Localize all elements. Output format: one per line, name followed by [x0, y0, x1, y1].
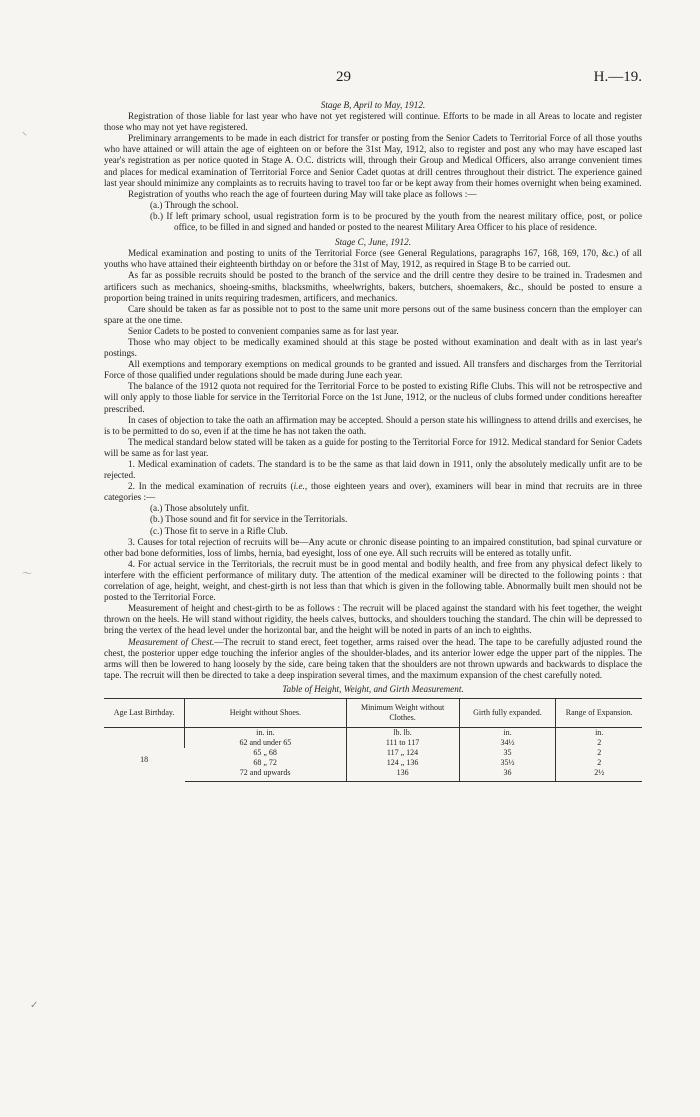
table-cell: 34½: [459, 738, 556, 748]
stage-b-heading: Stage B, April to May, 1912.: [320, 100, 426, 110]
table-cell: 65 „ 68: [253, 747, 277, 757]
column-header: Range of Expansion.: [556, 698, 642, 727]
unit-label: in.: [459, 727, 556, 738]
text-run-italic: Measurement of Chest.: [128, 636, 215, 647]
list-item: (a.) Those absolutely unfit.: [150, 503, 250, 514]
list-item: (b.) Those sound and fit for service in the Territorials.: [150, 514, 348, 525]
paragraph: Registration of youths who reach the age of fourteen during May will take place as follows :—: [128, 188, 477, 199]
table-row: [104, 758, 642, 768]
table-cell: 117 „ 124: [346, 748, 459, 758]
paragraph: In cases of objection to take the oath an affirmation may be accepted. Should a person state his willingness to attend drills and exercises, he is to be permitted to do so, even if at the time he has not taken the oath.: [104, 414, 642, 436]
table-row: [104, 748, 642, 758]
unit-label: in. in.: [185, 727, 346, 738]
table-row: [104, 738, 642, 748]
table-cell: 2: [556, 748, 642, 758]
text-run: , those eighteen years and over), examiners will bear in mind that recruits are in three categories :—: [104, 481, 642, 503]
paragraph: Care should be taken as far as possible not to post to the same unit more persons out of the same business concern than the employer can spare at the one time.: [104, 303, 642, 325]
units-row: [104, 727, 642, 738]
margin-mark: ⸌: [22, 131, 27, 142]
column-header: Girth fully expanded.: [459, 698, 556, 727]
document-page: [104, 69, 642, 782]
list-item: (b.) If left primary school, usual registration form is to be procured by the youth from the nearest military office, post, or police office, to be filled in and signed and handed or posted to the nearest Military Area Officer to his place of residence.: [150, 210, 642, 233]
paragraph: Preliminary arrangements to be made in each district for transfer or posting from the Senior Cadets to Territorial Force of all those youths who have attained or will attain the age of eighteen on or before the 31st May, 1912, also to register and post any who may have escaped last year's registration as per notice quoted in Stage A. O.C. districts will, through their Group and Medical Officers, also arrange convenient times and places for medical examination of Territorial Force and Senior Cadet quotas at drill centres throughout their district. The experience gained last year should minimize any complaints as to recruits having to travel too far or be kept away from their homes overnight when being examined.: [104, 133, 642, 188]
table-cell: 72 and upwards: [185, 768, 346, 782]
paragraph: The medical standard below stated will be taken as a guide for posting to the Territorial Force for 1912. Medical standard for Senior Cadets will be same as for last year.: [104, 436, 642, 458]
paragraph: 1. Medical examination of cadets. The standard is to be the same as that laid down in 1911, only the absolutely medically unfit are to be rejected.: [104, 459, 642, 481]
paragraph: [104, 481, 642, 503]
unit-label: in.: [556, 727, 642, 738]
table-cell: 2: [556, 758, 642, 768]
text-run-italic: i.e.: [293, 481, 305, 492]
table-caption: Table of Height, Weight, and Girth Measurement.: [282, 683, 464, 694]
unit-label: lb. lb.: [346, 727, 459, 738]
paragraph: Registration of those liable for last year who have not yet registered will continue. Efforts to be made in all Areas to locate and register those who may not yet have registered.: [104, 111, 642, 133]
table-cell: 111 to 117: [346, 738, 459, 748]
page-number: 29: [336, 69, 351, 85]
table-cell: [104, 727, 185, 738]
list-item: (c.) Those fit to serve in a Rifle Club.: [150, 525, 288, 536]
margin-mark: 〜: [22, 569, 32, 580]
table-cell: 62 and under 65: [185, 738, 346, 748]
table-cell: 35: [459, 748, 556, 758]
measurement-table: [104, 698, 642, 782]
table-row: [104, 768, 642, 782]
table-cell: 36: [459, 768, 556, 782]
paragraph: Those who may object to be medically examined should at this stage be posted without examination and dealt with as in last year's postings.: [104, 336, 642, 359]
column-header: Minimum Weight without Clothes.: [346, 698, 459, 727]
table-header-row: [104, 698, 642, 727]
paragraph: As far as possible recruits should be posted to the branch of the service and the drill centre they desire to be trained in. Tradesmen and artificers such as mechanics, shoeing-smiths, blacksmiths, wheelwrights, bakers, butchers, shoemakers, &c., should be posted to ensure a proportion being trained in units requiring tradesmen, artificers, and mechanics.: [104, 270, 642, 303]
text-run: —The recruit to stand erect, feet together, arms raised over the head. The tape to be carefully adjusted round the chest, the posterior upper edge touching the inferior angles of the shoulder-blades, and its anterior lower edge the upper part of the nipples. The arms will then be lowered to hang loosely by the side, care being taken that the shoulders are not thrown upwards and backwards to displace the tape. The recruit will then be directed to take a deep inspiration several times, and the maximum expansion of the chest carefully noted.: [104, 636, 642, 680]
list-item: (a.) Through the school.: [150, 199, 239, 210]
age-cell: 18: [140, 754, 149, 764]
table-cell: 35½: [459, 758, 556, 768]
column-header: Height without Shoes.: [185, 698, 346, 727]
document-reference: H.—19.: [593, 69, 642, 85]
table-cell: 2½: [556, 768, 642, 782]
text-run: 2. In the medical examination of recruits (: [128, 481, 294, 492]
page-header: [104, 69, 642, 92]
paragraph: [104, 637, 642, 681]
table-cell: 68 „ 72: [253, 757, 277, 767]
margin-mark: ✓: [30, 1000, 39, 1011]
paragraph: Senior Cadets to be posted to convenient companies same as for last year.: [128, 325, 399, 336]
paragraph: 4. For actual service in the Territorials, the recruit must be in good mental and bodily health, and free from any physical defect likely to interfere with the efficient performance of military duty. The attention of the medical examiner will be directed to the following points : that correlation of age, height, weight, and chest-girth is not less than that which is given in the following table. Abnormally built men should not be posted to the Territorial Force.: [104, 558, 642, 603]
stage-c-heading: Stage C, June, 1912.: [334, 237, 412, 248]
paragraph: All exemptions and temporary exemptions on medical grounds to be granted and issued. All transfers and discharges from the Territorial Force of those qualified under regulations should be made during June each year.: [104, 359, 642, 381]
paragraph: The balance of the 1912 quota not required for the Territorial Force to be posted to existing Rifle Clubs. This will not be retrospective and will only apply to those liable for service in the Territorial Force on the 1st June, 1912, or the nucleus of clubs formed under conditions hereafter prescribed.: [104, 381, 642, 414]
table-cell: 2: [556, 738, 642, 748]
paragraph: Medical examination and posting to units of the Territorial Force (see General Regulations, paragraphs 167, 168, 169, 170, &c.) of all youths who have attained their eighteenth birthday on or before the 31st of May, 1912, as required in Stage B to be carried out.: [104, 248, 642, 270]
paragraph: Measurement of height and chest-girth to be as follows : The recruit will be placed against the standard with his feet together, the weight thrown on the heels. He will stand without rigidity, the heels calves, buttocks, and shoulders touching the standard. The chin will be depressed to bring the vertex of the head level under the horizontal bar, and the height will be noted in parts of an inch to eighths.: [104, 603, 642, 636]
table-cell: 136: [346, 768, 459, 782]
column-header: Age Last Birthday.: [104, 698, 185, 727]
paragraph: 3. Causes for total rejection of recruits will be—Any acute or chronic disease pointing to an impaired constitution, bad spinal curvature or other bad bone deformities, loss of limbs, hernia, bad eyesight, loss of one eye. All such recruits will be entered as totally unfit.: [104, 536, 642, 558]
table-cell: 124 „ 136: [346, 758, 459, 768]
